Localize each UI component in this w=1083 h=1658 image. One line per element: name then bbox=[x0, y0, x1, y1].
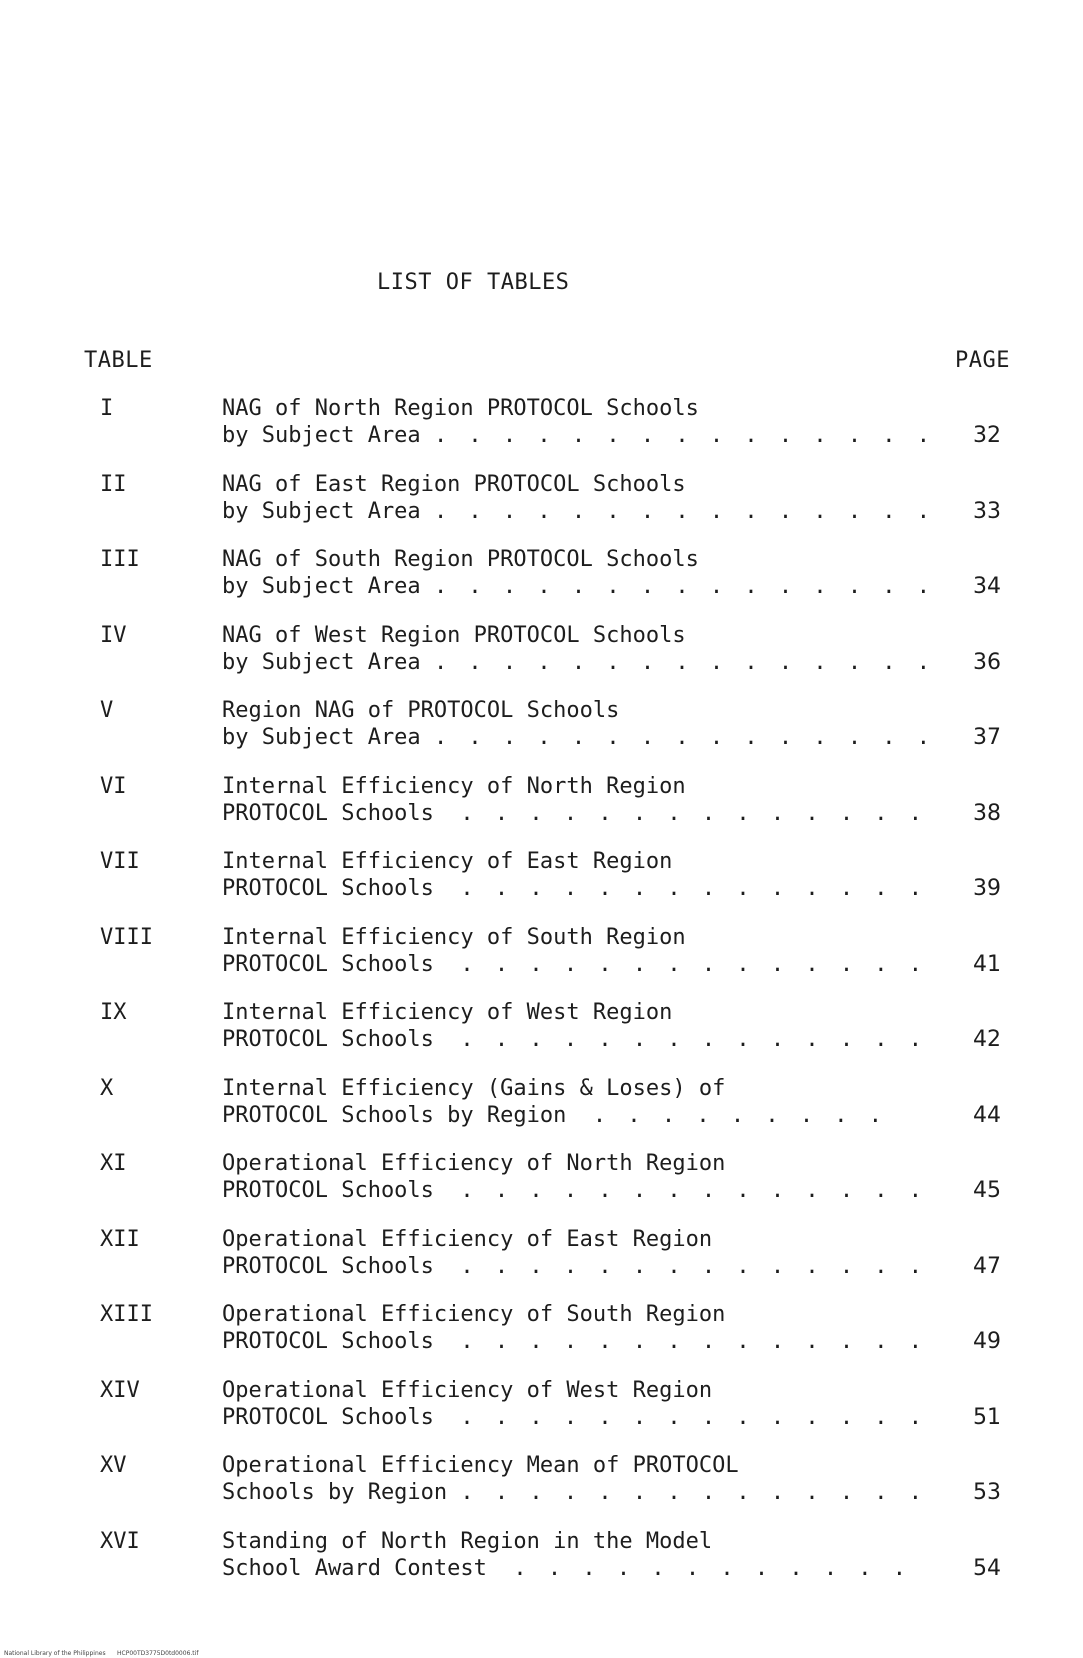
list-item bbox=[0, 849, 1083, 925]
table-title-line2-text: PROTOCOL Schools bbox=[222, 876, 434, 901]
table-title-line2 bbox=[222, 1254, 926, 1279]
table-title-line2 bbox=[222, 952, 926, 977]
table-title-line1: NAG of North Region PROTOCOL Schools bbox=[222, 396, 699, 421]
page-number: 51 bbox=[973, 1404, 1001, 1430]
table-title-line1: Internal Efficiency of East Region bbox=[222, 849, 673, 874]
dot-leader: . . . . . . . . . . . . . . bbox=[460, 1027, 927, 1052]
dot-leader: . . . . . . . . . . . . . . . bbox=[433, 498, 935, 524]
page-number: 36 bbox=[973, 649, 1001, 675]
table-title-line2-text: by Subject Area bbox=[222, 423, 421, 448]
dot-leader: . . . . . . . . . . . . . . bbox=[460, 1329, 927, 1354]
list-item bbox=[0, 396, 1083, 472]
table-number: IX bbox=[100, 1000, 127, 1025]
table-title-line1: Internal Efficiency of West Region bbox=[222, 1000, 673, 1025]
list-item bbox=[0, 1529, 1083, 1605]
table-title-line1: Operational Efficiency of East Region bbox=[222, 1226, 713, 1252]
list-item bbox=[0, 1378, 1083, 1454]
table-title-line2-text: by Subject Area bbox=[222, 725, 421, 750]
table-number: XI bbox=[100, 1151, 127, 1176]
table-number: III bbox=[100, 547, 140, 572]
table-title-line1: Operational Efficiency of North Region bbox=[222, 1151, 726, 1176]
table-title-line2 bbox=[222, 1405, 926, 1430]
page-number: 54 bbox=[973, 1555, 1001, 1581]
list-item bbox=[0, 1227, 1083, 1303]
table-title-line1: NAG of West Region PROTOCOL Schools bbox=[222, 622, 686, 648]
list-item bbox=[0, 1302, 1083, 1378]
table-title-line2 bbox=[222, 1480, 926, 1505]
dot-leader: . . . . . . . . . . . . . . bbox=[460, 1480, 927, 1505]
page-number: 41 bbox=[973, 951, 1001, 977]
table-number: VIII bbox=[100, 924, 153, 950]
dot-leader: . . . . . . . . . . . . . . bbox=[460, 876, 927, 901]
table-title-line2-text: PROTOCOL Schools bbox=[222, 800, 434, 826]
table-number: XV bbox=[100, 1453, 127, 1478]
table-number: I bbox=[100, 396, 114, 421]
table-number: X bbox=[100, 1075, 114, 1101]
table-title-line2 bbox=[222, 1556, 910, 1581]
table-title-line2 bbox=[222, 1329, 926, 1354]
dot-leader: . . . . . . . . . . . . . . bbox=[460, 1178, 927, 1203]
table-title-line2 bbox=[222, 650, 934, 675]
table-number: VI bbox=[100, 773, 127, 799]
table-title-line1: NAG of East Region PROTOCOL Schools bbox=[222, 471, 686, 497]
page-number: 39 bbox=[973, 876, 1001, 901]
table-title-line2 bbox=[222, 423, 934, 448]
dot-leader: . . . . . . . . . . . . . . . bbox=[433, 649, 935, 675]
table-title-line2-text: PROTOCOL Schools bbox=[222, 1027, 434, 1052]
table-number: V bbox=[100, 698, 114, 723]
list-item bbox=[0, 925, 1083, 1001]
page-number: 47 bbox=[973, 1253, 1001, 1279]
dot-leader: . . . . . . . . . . . . bbox=[513, 1555, 911, 1581]
dot-leader: . . . . . . . . . . . . . . bbox=[460, 951, 927, 977]
table-title-line2 bbox=[222, 1178, 926, 1203]
table-title-line2-text: PROTOCOL Schools bbox=[222, 1329, 434, 1354]
dot-leader: . . . . . . . . . bbox=[592, 1102, 887, 1128]
list-item bbox=[0, 472, 1083, 548]
table-title-line2-text: PROTOCOL Schools by Region bbox=[222, 1102, 567, 1128]
table-title-line1: Operational Efficiency Mean of PROTOCOL bbox=[222, 1453, 739, 1478]
page-number: 32 bbox=[973, 423, 1001, 448]
table-title-line1: Operational Efficiency of South Region bbox=[222, 1302, 726, 1327]
list-item bbox=[0, 1000, 1083, 1076]
table-title-line2 bbox=[222, 801, 926, 826]
table-title-line1: NAG of South Region PROTOCOL Schools bbox=[222, 547, 699, 572]
list-item bbox=[0, 1151, 1083, 1227]
table-title-line2 bbox=[222, 725, 934, 750]
list-item bbox=[0, 698, 1083, 774]
dot-leader: . . . . . . . . . . . . . . . bbox=[433, 574, 935, 599]
dot-leader: . . . . . . . . . . . . . . . bbox=[433, 423, 935, 448]
table-title-line2-text: by Subject Area bbox=[222, 649, 421, 675]
table-title-line1: Internal Efficiency of South Region bbox=[222, 924, 686, 950]
scan-footer: National Library of the Philippines HCP00TD3775D0td0006.tif bbox=[4, 1650, 199, 1657]
list-item bbox=[0, 547, 1083, 623]
dot-leader: . . . . . . . . . . . . . . . bbox=[433, 725, 935, 750]
page-number: 49 bbox=[973, 1329, 1001, 1354]
table-title-line1: Standing of North Region in the Model bbox=[222, 1528, 713, 1554]
list-item bbox=[0, 1453, 1083, 1529]
table-list bbox=[0, 396, 1083, 1604]
table-number: IV bbox=[100, 622, 127, 648]
table-title-line1: Region NAG of PROTOCOL Schools bbox=[222, 698, 620, 723]
table-title-line1: Internal Efficiency of North Region bbox=[222, 773, 686, 799]
table-number: XIV bbox=[100, 1377, 140, 1403]
page-number: 53 bbox=[973, 1480, 1001, 1505]
table-title-line2-text: Schools by Region bbox=[222, 1480, 448, 1505]
page-number: 33 bbox=[973, 498, 1001, 524]
table-title-line2 bbox=[222, 876, 926, 901]
dot-leader: . . . . . . . . . . . . . . bbox=[460, 1404, 927, 1430]
list-item bbox=[0, 623, 1083, 699]
page-column-header: PAGE bbox=[955, 348, 1010, 373]
table-number: XVI bbox=[100, 1528, 140, 1554]
table-title-line2-text: PROTOCOL Schools bbox=[222, 1178, 434, 1203]
table-column-header: TABLE bbox=[84, 348, 153, 373]
table-title-line2 bbox=[222, 499, 934, 524]
list-item bbox=[0, 1076, 1083, 1152]
dot-leader: . . . . . . . . . . . . . . bbox=[460, 800, 927, 826]
table-title-line2-text: School Award Contest bbox=[222, 1555, 487, 1581]
table-title-line2-text: by Subject Area bbox=[222, 574, 421, 599]
page-number: 38 bbox=[973, 800, 1001, 826]
table-title-line2-text: PROTOCOL Schools bbox=[222, 1253, 434, 1279]
table-title-line2-text: PROTOCOL Schools bbox=[222, 951, 434, 977]
table-number: XII bbox=[100, 1226, 140, 1252]
dot-leader: . . . . . . . . . . . . . . bbox=[460, 1253, 927, 1279]
table-number: VII bbox=[100, 849, 140, 874]
table-title-line2-text: by Subject Area bbox=[222, 498, 421, 524]
page-number: 42 bbox=[973, 1027, 1001, 1052]
table-title-line1: Operational Efficiency of West Region bbox=[222, 1377, 713, 1403]
page-number: 45 bbox=[973, 1178, 1001, 1203]
page-number: 37 bbox=[973, 725, 1001, 750]
table-title-line2 bbox=[222, 574, 934, 599]
page-title: LIST OF TABLES bbox=[377, 270, 570, 295]
page-number: 44 bbox=[973, 1102, 1001, 1128]
table-title-line2 bbox=[222, 1103, 886, 1128]
list-item bbox=[0, 774, 1083, 850]
page-number: 34 bbox=[973, 574, 1001, 599]
table-title-line1: Internal Efficiency (Gains & Loses) of bbox=[222, 1075, 726, 1101]
table-number: II bbox=[100, 471, 127, 497]
table-title-line2 bbox=[222, 1027, 926, 1052]
table-number: XIII bbox=[100, 1302, 153, 1327]
table-title-line2-text: PROTOCOL Schools bbox=[222, 1404, 434, 1430]
